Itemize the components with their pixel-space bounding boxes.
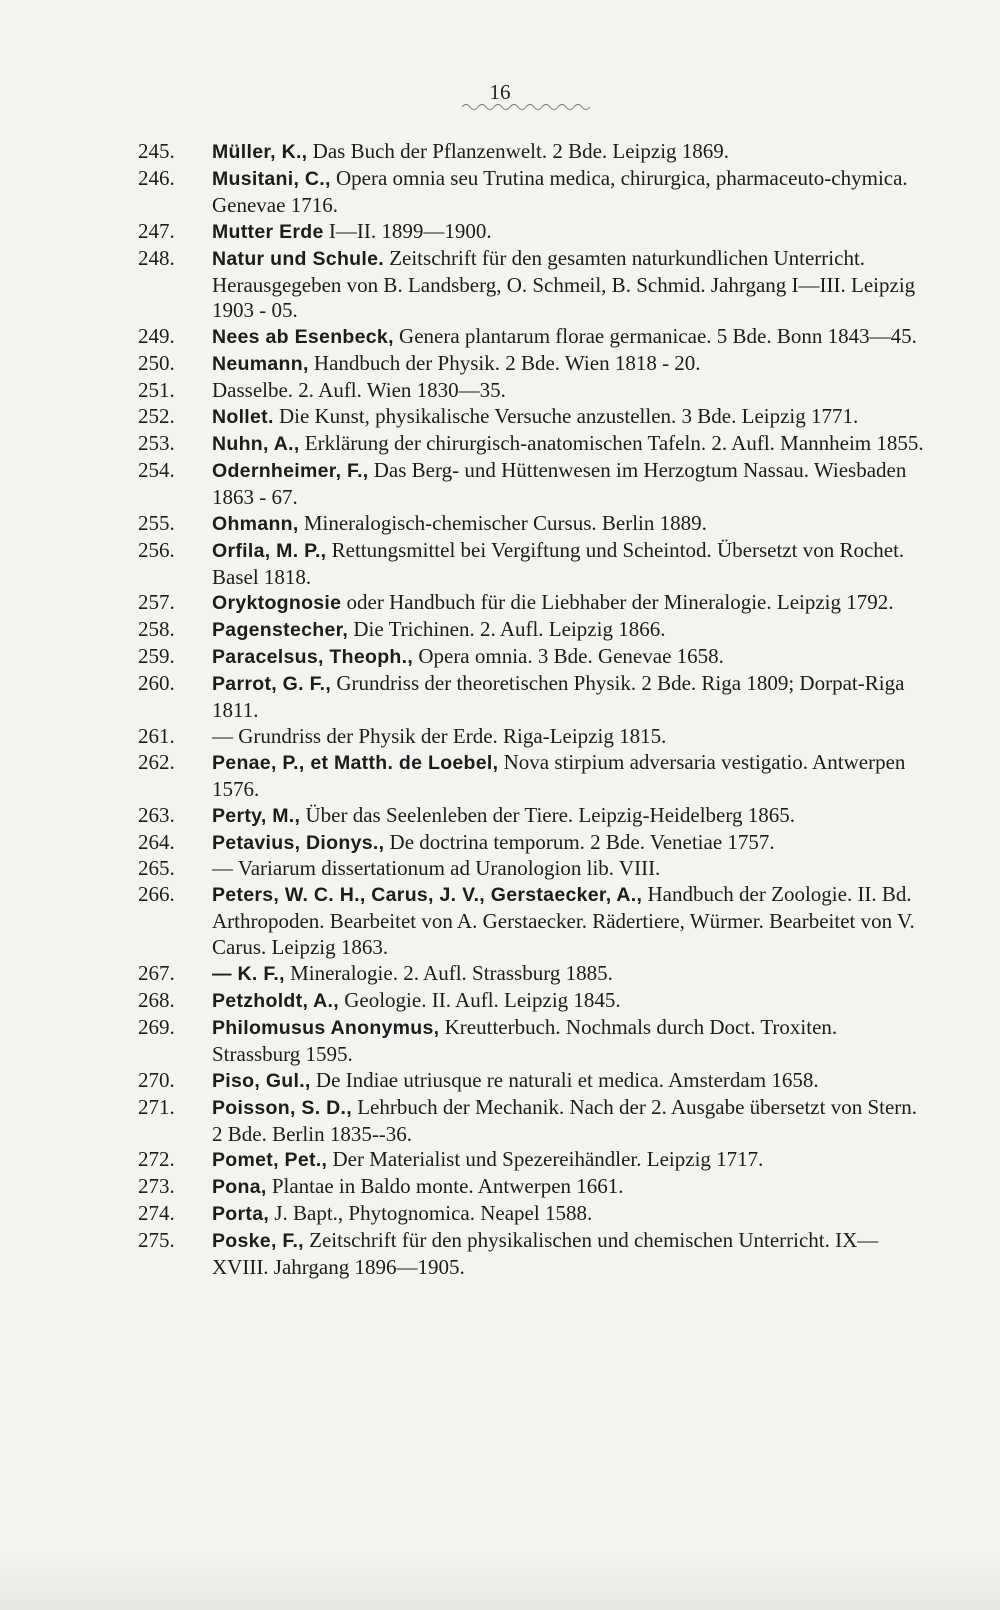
catalog-entry xyxy=(0,166,925,219)
entry-text: Mineralogie. 2. Aufl. Strassburg 1885. xyxy=(284,961,613,986)
entry-number: 269. xyxy=(138,1014,175,1039)
entry-number: 248. xyxy=(138,245,175,270)
entry-number: 258. xyxy=(138,617,175,642)
entry-text: — Variarum dissertationum ad Uranologion lib. VIII. xyxy=(212,856,661,881)
entry-number: 270. xyxy=(138,1067,175,1092)
catalog-entry xyxy=(0,724,925,750)
entry-number: 268. xyxy=(138,988,175,1012)
entry-author: Nollet. xyxy=(212,406,274,429)
entry-number: 261. xyxy=(138,723,175,748)
entry-author: Orfila, M. P., xyxy=(212,539,327,562)
catalog-entry xyxy=(0,1068,925,1095)
entry-number: 251. xyxy=(138,378,175,403)
entry-number: 259. xyxy=(138,644,175,669)
catalog-entry xyxy=(0,644,925,671)
entry-author: Nees ab Esenbeck, xyxy=(212,326,394,349)
catalog-entry xyxy=(0,1174,925,1201)
catalog-entry xyxy=(0,1095,925,1148)
entry-author: Pagenstecher, xyxy=(212,619,349,642)
catalog-entry xyxy=(0,1201,925,1228)
entry-author: Nuhn, A., xyxy=(212,432,300,455)
entry-text: Lehrbuch der Mechanik. Nach der 2. Ausgabe übersetzt von Stern. 2 Bde. Berlin 1835--36. xyxy=(212,1094,918,1146)
catalog-entry xyxy=(0,219,925,246)
entry-author: Pona, xyxy=(212,1176,267,1199)
entry-text: Geologie. II. Aufl. Leipzig 1845. xyxy=(338,988,621,1012)
entry-author: Musitani, C., xyxy=(212,167,331,190)
catalog-entry xyxy=(0,856,925,882)
catalog-entry xyxy=(0,351,925,378)
entry-author: Pomet, Pet., xyxy=(212,1149,328,1172)
entry-author: Natur und Schule. xyxy=(212,247,384,270)
entry-text: J. Bapt., Phytognomica. Neapel 1588. xyxy=(269,1201,593,1226)
entry-number: 246. xyxy=(138,165,175,190)
entry-author: Petzholdt, A., xyxy=(212,990,339,1012)
entry-author: Müller, K., xyxy=(212,141,308,163)
catalog-entry xyxy=(0,750,925,803)
entry-number: 273. xyxy=(138,1174,175,1199)
entry-number: 274. xyxy=(138,1201,175,1226)
entry-author: Peters, W. C. H., Carus, J. V., Gerstaecker, A., xyxy=(212,884,643,907)
catalog-entry xyxy=(0,139,925,166)
entry-number: 250. xyxy=(138,351,175,376)
entry-number: 266. xyxy=(138,882,175,907)
page-edge-shadow xyxy=(0,1550,1000,1610)
entry-author: Poske, F., xyxy=(212,1230,304,1253)
entry-number: 254. xyxy=(138,457,175,482)
catalog-entry xyxy=(0,511,925,538)
entry-author: Oryktognosie xyxy=(212,592,342,615)
bibliography-list xyxy=(0,139,1000,1281)
entry-text: De doctrina temporum. 2 Bde. Venetiae 1757. xyxy=(384,829,775,854)
catalog-entry xyxy=(0,617,925,644)
catalog-entry xyxy=(0,324,925,351)
entry-text: — Grundriss der Physik der Erde. Riga-Leipzig 1815. xyxy=(212,723,667,748)
entry-author: Ohmann, xyxy=(212,512,299,535)
entry-number: 267. xyxy=(138,961,175,986)
entry-text: Handbuch der Physik. 2 Bde. Wien 1818 - 20. xyxy=(308,351,701,376)
entry-number: 260. xyxy=(138,671,175,696)
decorative-wave-ornament xyxy=(460,101,595,113)
entry-text: Opera omnia seu Trutina medica, chirurgica, pharmaceuto-chymica. Genevae 1716. xyxy=(212,165,908,217)
entry-text: Über das Seelenleben der Tiere. Leipzig-Heidelberg 1865. xyxy=(300,802,795,827)
entry-number: 263. xyxy=(138,802,175,827)
entry-text: Das Buch der Pflanzenwelt. 2 Bde. Leipzig 1869. xyxy=(307,139,730,163)
catalog-entry xyxy=(0,988,925,1015)
entry-number: 255. xyxy=(138,510,175,535)
entry-text: Mineralogisch-chemischer Cursus. Berlin 1889. xyxy=(298,510,707,535)
entry-number: 245. xyxy=(138,139,175,163)
entry-author: Parrot, G. F., xyxy=(212,673,332,696)
entry-author: Perty, M., xyxy=(212,804,301,827)
entry-text: Zeitschrift für den physikalischen und chemischen Unterricht. IX—XVIII. Jahrgang 1896—1905. xyxy=(212,1228,879,1280)
catalog-entry xyxy=(0,961,925,988)
entry-number: 275. xyxy=(138,1228,175,1253)
entry-text: Handbuch der Zoologie. II. Bd. Arthropoden. Bearbeitet von A. Gerstaecker. Rädertiere, Würmer. Bearbeitet von V. Carus. Leipzig 1863. xyxy=(212,882,915,960)
entry-text: Nova stirpium adversaria vestigatio. Antwerpen 1576. xyxy=(212,749,906,801)
entry-author: Odernheimer, F., xyxy=(212,459,369,482)
entry-text: Dasselbe. 2. Aufl. Wien 1830—35. xyxy=(212,378,506,403)
entry-number: 252. xyxy=(138,404,175,429)
entry-number: 265. xyxy=(138,856,175,881)
catalog-entry xyxy=(0,246,925,325)
catalog-entry xyxy=(0,1147,925,1174)
catalog-entry xyxy=(0,830,925,857)
entry-author: — K. F., xyxy=(212,963,285,986)
entry-author: Paracelsus, Theoph., xyxy=(212,646,414,669)
entry-number: 262. xyxy=(138,749,175,774)
catalog-entry xyxy=(0,458,925,511)
entry-number: 253. xyxy=(138,430,175,455)
entry-text: Die Trichinen. 2. Aufl. Leipzig 1866. xyxy=(348,617,666,642)
catalog-entry xyxy=(0,1015,925,1068)
entry-text: Der Materialist und Spezereihändler. Leipzig 1717. xyxy=(327,1147,764,1172)
entry-number: 247. xyxy=(138,218,175,243)
entry-text: Das Berg- und Hüttenwesen im Herzogtum Nassau. Wiesbaden 1863 - 67. xyxy=(212,457,907,509)
entry-author: Porta, xyxy=(212,1203,270,1226)
entry-number: 264. xyxy=(138,829,175,854)
entry-author: Mutter Erde xyxy=(212,220,324,243)
catalog-entry xyxy=(0,404,925,431)
entry-author: Penae, P., et Matth. de Loebel, xyxy=(212,751,499,774)
catalog-entry xyxy=(0,671,925,724)
page-number: 16 xyxy=(489,80,511,104)
catalog-entry xyxy=(0,803,925,830)
entry-text: Die Kunst, physikalische Versuche anzustellen. 3 Bde. Leipzig 1771. xyxy=(273,404,859,429)
entry-author: Piso, Gul., xyxy=(212,1069,311,1092)
entry-text: De Indiae utriusque re naturali et medica. Amsterdam 1658. xyxy=(310,1067,819,1092)
entry-text: Grundriss der theoretischen Physik. 2 Bde. Riga 1809; Dorpat-Riga 1811. xyxy=(212,671,905,723)
entry-text: Kreutterbuch. Nochmals durch Doct. Troxiten. Strassburg 1595. xyxy=(212,1014,838,1066)
entry-number: 272. xyxy=(138,1147,175,1172)
entry-number: 249. xyxy=(138,324,175,349)
entry-text: I—II. 1899—1900. xyxy=(323,218,492,243)
entry-text: Opera omnia. 3 Bde. Genevae 1658. xyxy=(413,644,724,669)
entry-text: Genera plantarum florae germanicae. 5 Bde. Bonn 1843—45. xyxy=(393,324,917,349)
entry-number: 256. xyxy=(138,537,175,562)
entry-text: Plantae in Baldo monte. Antwerpen 1661. xyxy=(266,1174,624,1199)
entry-author: Poisson, S. D., xyxy=(212,1096,352,1119)
catalog-entry xyxy=(0,378,925,404)
entry-author: Petavius, Dionys., xyxy=(212,831,385,854)
catalog-entry xyxy=(0,538,925,591)
entry-number: 271. xyxy=(138,1094,175,1119)
catalog-entry xyxy=(0,590,925,617)
entry-number: 257. xyxy=(138,590,175,615)
entry-author: Neumann, xyxy=(212,353,309,376)
catalog-entry xyxy=(0,431,925,458)
entry-text: Rettungsmittel bei Vergiftung und Scheintod. Übersetzt von Rochet. Basel 1818. xyxy=(212,537,905,589)
entry-author: Philomusus Anonymus, xyxy=(212,1016,440,1039)
catalog-entry xyxy=(0,882,925,961)
entry-text: Erklärung der chirurgisch-anatomischen Tafeln. 2. Aufl. Mannheim 1855. xyxy=(299,430,924,455)
catalog-entry xyxy=(0,1228,925,1281)
entry-text: Zeitschrift für den gesamten naturkundlichen Unterricht. Herausgegeben von B. Landsberg, O. Schmeil, B. Schmid. Jahrgang I—III. Leipzig 1903 - 05. xyxy=(212,245,916,323)
entry-text: oder Handbuch für die Liebhaber der Mineralogie. Leipzig 1792. xyxy=(341,590,894,615)
